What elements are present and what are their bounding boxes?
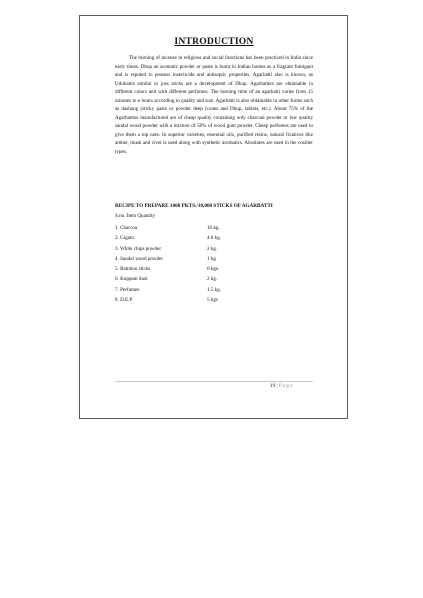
- recipe-item-name: 8. D.E.P.: [115, 297, 133, 304]
- footer-separator: |: [276, 383, 278, 389]
- page-title: INTRODUCTION: [174, 36, 254, 47]
- list-item: [115, 266, 255, 276]
- page-word: P a g e: [278, 383, 293, 389]
- page-footer: [270, 383, 293, 389]
- recipe-item-quantity: 5 kgs: [207, 297, 218, 304]
- recipe-column-headers: S.no. Item Quantity: [115, 213, 156, 219]
- recipe-item-quantity: 16 kg.: [207, 225, 220, 231]
- recipe-item-name: 2. Gigatu: [115, 235, 134, 242]
- list-item: [115, 276, 255, 286]
- recipe-item-quantity: 2 kg.: [207, 245, 218, 252]
- page-number: 19: [270, 383, 276, 389]
- footer-divider: [115, 381, 313, 382]
- document-body: [115, 36, 313, 157]
- list-item: [115, 256, 255, 266]
- list-item: [115, 297, 255, 307]
- list-item: [115, 287, 255, 297]
- recipe-item-name: 6. Kuppam dust: [115, 276, 148, 283]
- recipe-item-name: 5. Bamboo sticks: [115, 266, 151, 273]
- recipe-item-name: 3. White chips powder: [115, 245, 162, 252]
- recipe-item-quantity: 6 kgs.: [207, 266, 220, 273]
- list-item: [115, 235, 255, 245]
- recipe-list: [115, 225, 255, 307]
- recipe-item-quantity: 4.8 kg.: [207, 235, 222, 242]
- list-item: [115, 225, 255, 235]
- recipe-item-name: 7. Perfumes: [115, 286, 140, 293]
- recipe-heading: RECIPE TO PREPARE 1000 PKTS./10,000 STICKS OF AGARBATTI: [115, 203, 273, 209]
- intro-paragraph: The burning of incense in religious and social functions has been practiced in India since early times. Dhup an aromatic powder or paste is burnt in Indian homes as a fragrant fumigant and is reputed to possess insecticide and antiseptic properties. Agarbatti also is known, as Udubattis similar to joss sticks are a development of Dhup. Agarbatties are obtainable in different colors and with different perfumes. The burning time of an agarbatti varies from 15 minutes to e hours according to quality and size. Agarbatti is also obtainable in other forms such as dashang (sticky paste or powder deep (cones and Dhup, tablets, etc.). About 75% of the Agarbatties manufactured are of cheap quality containing only charcoal powder or low quality sandal wood powder with a mixture of 50% of wood gum powder. Cheap perfumes are used to give them a top note. In superior varieties, essential oils, purified resins, natural fixatives like amber, musk and civet is used along with synthetic aromatics. Absolutes are used in the costlier types.: [115, 55, 313, 156]
- recipe-item-name: 4. Sandal wood powder: [115, 255, 164, 262]
- recipe-item-quantity: 1 kg: [207, 255, 216, 262]
- recipe-item-name: 1. Charcoa: [115, 225, 138, 231]
- recipe-item-quantity: 2 kg.: [207, 276, 218, 283]
- list-item: [115, 246, 255, 256]
- recipe-item-quantity: 1.5 kg.: [207, 286, 222, 293]
